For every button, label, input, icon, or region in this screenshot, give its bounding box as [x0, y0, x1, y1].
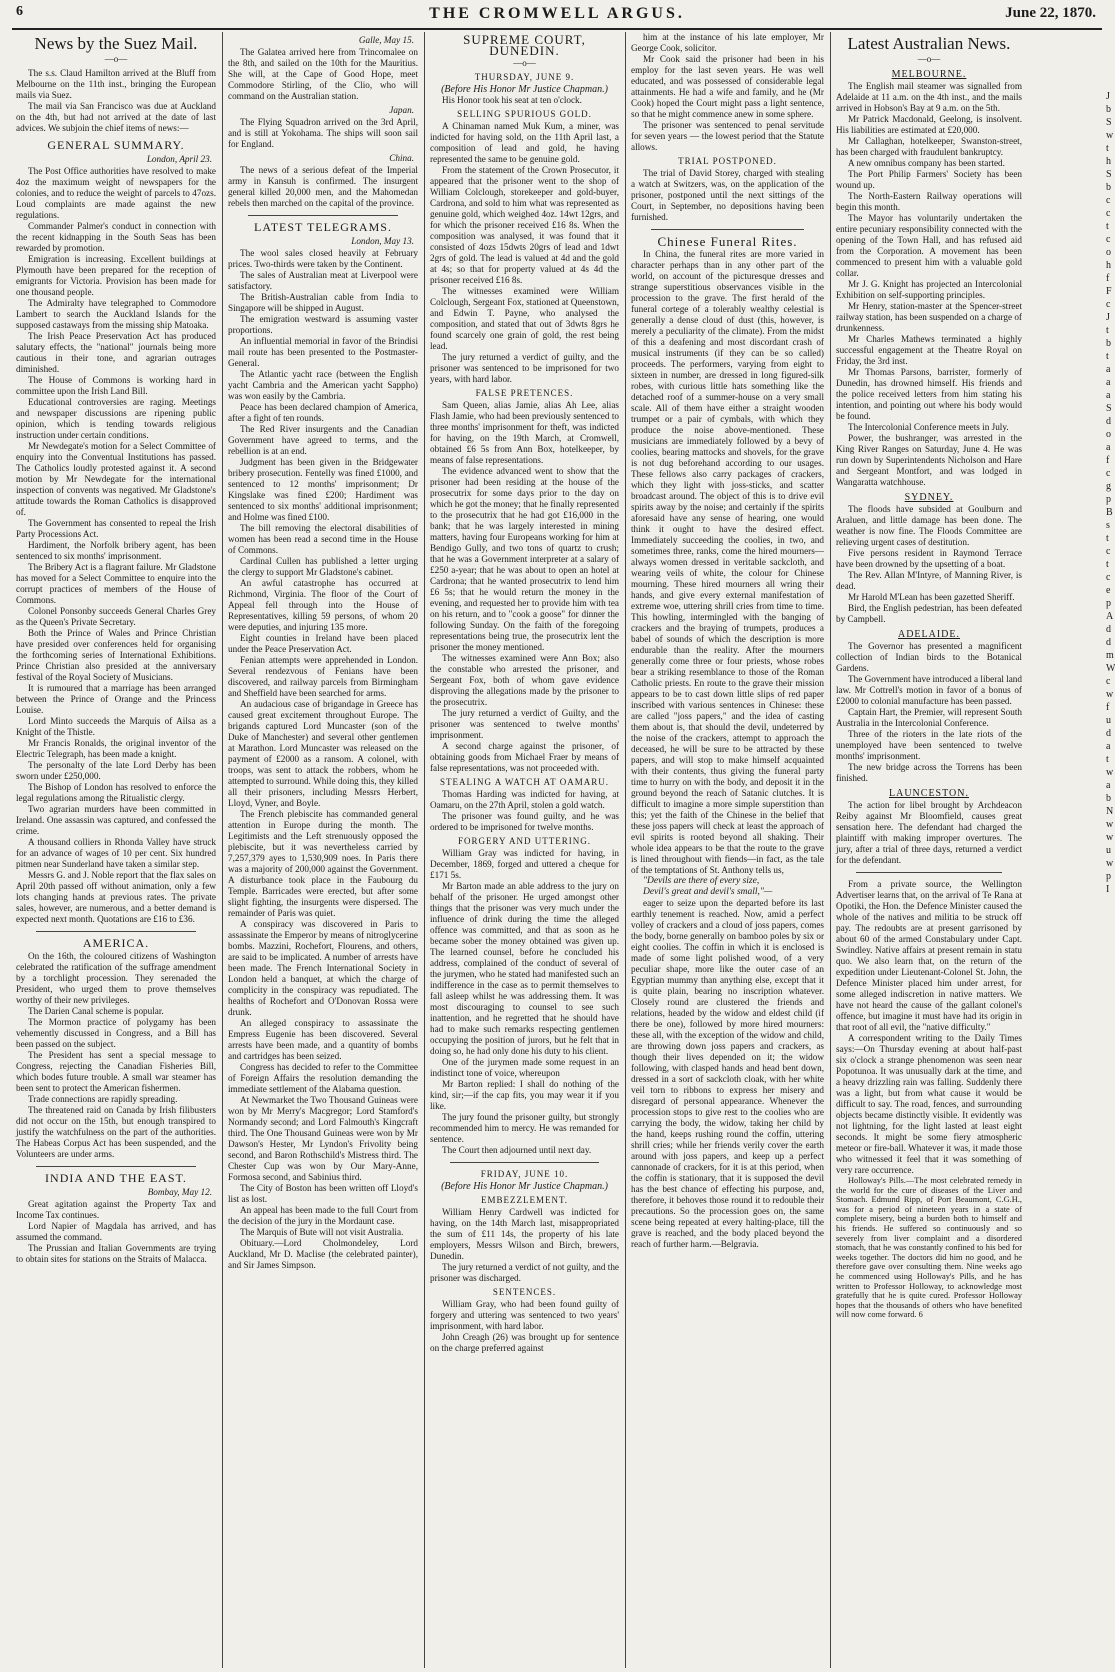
- case-heading: STEALING A WATCH AT OAMARU.: [440, 777, 609, 787]
- paragraph: An audacious case of brigandage in Greece has caused great excitement throughout Europe. The brigands captured Lord Muncaster (son of the Duke of Manchester) and several other gentlemen at Marathon. Lord Muncaster was released on the payment of £2000 as a ransom. A colonel, with troops, was sent to attack the robbers, whom he attempted to surround. While doing this, they killed all their prisoners, including Messrs Herbert, Lloyd, Vyner, and Boyle.: [228, 699, 418, 808]
- edge-letter: t: [1106, 143, 1109, 154]
- court-judge: (Before His Honor Mr Justice Chapman.): [441, 84, 608, 95]
- paragraph: Two agrarian murders have been committed in Ireland. One assassin was captured, and confessed the crime.: [16, 804, 216, 836]
- case-heading: TRIAL POSTPONED.: [678, 156, 777, 166]
- masthead: [12, 2, 1102, 30]
- issue-date: June 22, 1870.: [1005, 5, 1096, 21]
- paragraph: William Gray was indicted for having, in December, 1869, forged and uttered a cheque for £171 5s.: [430, 848, 619, 880]
- edge-letter: d: [1106, 728, 1111, 739]
- paragraph: Obituary.—Lord Cholmondeley, Lord Auckland, Mr D. Maclise (the celebrated painter), and Sir James Simpson.: [228, 1238, 418, 1270]
- article-body: [228, 117, 418, 150]
- paragraph: The witnesses examined were William Colclough, Sergeant Fox, stationed at Queenstown, and Edwin T. Payne, who analysed the composition, and stated that out of 3dwts 8grs he found scarcely one grain of gold, the rest being lead.: [430, 286, 619, 351]
- paragraph: The Intercolonial Conference meets in July.: [848, 422, 1009, 432]
- edge-letter: m: [1106, 650, 1114, 661]
- edge-letter: S: [1106, 117, 1112, 128]
- page-number: 6: [16, 4, 23, 19]
- place-heading: LAUNCESTON.: [889, 788, 969, 799]
- paragraph: Commander Palmer's conduct in connection with the recent kidnapping in the South Seas has been rewarded by promotion.: [16, 221, 216, 253]
- paragraph: A conspiracy was discovered in Paris to assassinate the Emperor by means of nitroglycerine bombs. Mazzini, Rochefort, Flourens, and others, are said to be implicated. A number of arrests have been made. The French International Society in London held a banquet, at which the charge of complicity in the conspiracy was repudiated. The healths of Rochefort and O'Donovan Rossa were drunk.: [228, 919, 418, 1017]
- article-body: [836, 81, 1022, 488]
- paragraph: Lord Napier of Magdala has arrived, and has assumed the command.: [16, 1221, 216, 1242]
- paragraph: The Governor has presented a magnificent collection of Indian birds to the Botanical Gardens.: [836, 641, 1022, 673]
- edge-letter: J: [1106, 91, 1110, 102]
- paragraph: Devil's great and devil's small,"—: [643, 887, 773, 897]
- edge-letter: w: [1106, 689, 1114, 700]
- article-body: [430, 1207, 619, 1284]
- article-body: [631, 32, 824, 153]
- paragraph: The Red River insurgents and the Canadian Government have agreed to terms, and the rebellion is at an end.: [228, 424, 418, 456]
- paragraph: The wool sales closed heavily at February prices. Two-thirds were taken by the Continent.: [228, 248, 418, 269]
- edge-letter: t: [1106, 754, 1109, 765]
- paragraph: Peace has been declared champion of America, after a fight of ten rounds.: [228, 402, 418, 423]
- section-heading: INDIA AND THE EAST.: [45, 1171, 187, 1185]
- article-body: [430, 1299, 619, 1354]
- paragraph: A correspondent writing to the Daily Times says:—On Thursday evening at about half-past six o'clock a strange phenomenon was seen near Popotunoa. It was unusually dark at the time, and a heavy drizzling rain was falling. Suddenly there was a light, but from what cause it would be difficult to say. The road, fences, and surrounding objects became distinctly visible. It evidently was not lightning, for the light lasted at least eight seconds. It might be some fiery atmospheric meteor or fire-ball. Whatever it was, it made those who witnessed it feel that it was something of very rare occurrence.: [836, 1033, 1022, 1175]
- verse: [631, 876, 824, 898]
- paragraph: Mr J. G. Knight has projected an Intercolonial Exhibition on self-supporting principles.: [836, 279, 1022, 300]
- paragraph: The mail via San Francisco was due at Auckland on the 4th, but had not arrived at the date of last advices. We subjoin the chief items of news:—: [16, 101, 216, 133]
- place-heading: MELBOURNE.: [891, 69, 967, 80]
- dateline: Galle, May 15.: [358, 35, 414, 45]
- paragraph: The new bridge across the Torrens has been finished.: [836, 762, 1022, 783]
- edge-letter: c: [1106, 468, 1111, 479]
- paragraph: Lord Minto succeeds the Marquis of Ailsa as a Knight of the Thistle.: [16, 716, 216, 737]
- edge-letter: S: [1106, 403, 1112, 414]
- paragraph: Mr Cook said the prisoner had been in his employ for the last seven years. He was well educated, and was possessed of considerable legal attainments. He had a wife and family, and he (Mr Cook) hoped the Court might pass a light sentence, so that he might commence anew in some sphere.: [631, 54, 824, 119]
- edge-letter: J: [1106, 312, 1110, 323]
- paragraph: An awful catastrophe has occurred at Richmond, Virginia. The floor of the Court of Appeal fell through into the House of Representatives, killing 59 persons, of whom 20 were deputies, and injuring 135 more.: [228, 578, 418, 632]
- edge-letter: b: [1106, 104, 1111, 115]
- edge-letter: f: [1106, 455, 1110, 466]
- article-body: [16, 951, 216, 1160]
- paragraph: The emigration westward is assuming vaster proportions.: [228, 314, 418, 335]
- edge-letter: t: [1106, 559, 1109, 570]
- case-heading: SENTENCES.: [492, 1287, 557, 1297]
- paragraph: The President has sent a special message to Congress, rejecting the Canadian Fisheries Bill, which bodes future trouble. A small war steamer has been sent to protect the American fishermen.: [16, 1050, 216, 1093]
- article-body: [430, 400, 619, 774]
- edge-letter: h: [1106, 260, 1111, 271]
- edge-letter: B: [1106, 507, 1113, 518]
- article-body: [631, 898, 824, 1250]
- paragraph: The jury returned a verdict of Guilty, and the prisoner was sentenced to twelve months' imprisonment.: [430, 708, 619, 740]
- article-body: [631, 249, 824, 876]
- edge-letter: c: [1106, 572, 1111, 583]
- edge-letter: W: [1106, 663, 1115, 674]
- paragraph: The British-Australian cable from India to Singapore will be shipped in August.: [228, 292, 418, 313]
- paragraph: The Flying Squadron arrived on the 3rd April, and is still at Yokohama. The ships will soon sail for England.: [228, 117, 418, 149]
- paragraph: In China, the funeral rites are more varied in character perhaps than in any other part of the world, on account of the picturesque dresses and strange superstitious observances visible in the procession to the grave. The first herald of the funeral cortege of a tolerably wealthy celestial is generally a dense cloud of dust (this, however, is merely a peculiarity of the climate). From the midst of this a deafening and most discordant crash of musical instruments (if they can be so called) proceeds. The performers, varying from eight to sixteen in number, are dressed in long figured-silk robes, with curious little hats something like the detached roof of a summer-house on a very small scale. All of them have either a straight wooden trumpet or a pair of cymbals, with which they produce the noise above-mentioned. These musicians are immediately followed by a bevy of coolies, bearing mattocks and shovels, for the grave is not dug beforehand according to our usages. These fellows also carry packages of crackers, which they light with joss-sticks, and scatter broadcast around. The object of this is to drive evil spirits away by the noise; and certainly if the spirits aforesaid have any sense of hearing, one would think it ought to have the desired effect. Immediately succeeding the coolies, in two, and sometimes three, ranks, come the hired mourners—always women dressed in veritable sackcloth, and wearing veils of white, the colour for Chinese mourning. These hired mourners all wring their hands, and give every external manifestation of extreme woe, uttering shrill cries from time to time. This howling, intermingled with the banging of crackers and the braying of trumpets, produces a babel of sounds of which the description is more endurable than the reality. After the mourners generally come three or four priests, whose robes bear a striking resemblance to those of the Roman Catholic priests. En route to the grave their mission appears to be to cast down little slips of red paper inscribed with various sentences in Chinese: these are called "joss papers," and the idea of casting them about is, that should the devil, undeterred by the noise of the crackers, attempt to approach the deceased, he will be sure to be attracted by these papers, and will stop to make himself acquainted with their contents, thus giving the funeral party time to hurry on with the body, and deposit it in the ground beyond the reach of Satanic clutches. It is difficult to imagine a more simple superstition than this; yet the faith of the Chinese in the belief that these joss papers will check at least the approach of evil spirits is rooted beyond all shaking. Their whole idea appears to be that the route to the grave is lined throughout with fiends—in fact, as the tale of the temptations of St. Anthony tells us,: [631, 249, 824, 875]
- court-day: FRIDAY, JUNE 10.: [480, 1169, 569, 1179]
- article-body: [836, 879, 1022, 1176]
- paragraph: Eight counties in Ireland have been placed under the Peace Preservation Act.: [228, 633, 418, 654]
- advertisement: Holloway's Pills.—The most celebrated remedy in the world for the cure of diseases of the Liver and Stomach. Edmund Ripp, of Port Beaumont, C.G.H., was for a period of nineteen years in a state of complete misery, being a burden both to himself and his friends. He suffered so continuously and so severely from liver complaint and a disordered stomach, that he was constantly confined to his bed for weeks together. The doctors did him no good, and he therefore gave over consulting them. Nine weeks ago he commenced using Holloway's Pills, and he has written to Professor Holloway, to acknowledge most gratefully that he is quite cured. Professor Holloway hopes that the thousands of others who have benefited will now come forward. 6: [836, 1176, 1022, 1320]
- edge-letter: d: [1106, 624, 1111, 635]
- paragraph: Great agitation against the Property Tax and Income Tax continues.: [16, 1199, 216, 1220]
- paragraph: Hardiment, the Norfolk bribery agent, has been sentenced to six months' imprisonment.: [16, 540, 216, 561]
- edge-letter: w: [1106, 858, 1114, 869]
- column-australian-news: Latest Australian News. —o— MELBOURNE. The English mail steamer was signalled from Adelaide at 11 a.m. on the 4th inst., and the mails arrived in Hobson's Bay at 9 a.m. on the 5th. Mr Patrick Macdonald, Geelong, is insolvent. His liabilities are estimated at £20,000. Mr Callaghan, hotelkeeper, Swanston-street, has been charged with fraudulent bankruptcy. A new omnibus company has been started. The Port Philip Farmers' Society has been wound up. The North-Eastern Railway operations will begin this month. The Mayor has voluntarily undertaken the entire pecuniary responsibility connected with the opening of the Town Hall, and has refused aid from the Corporation. A movement has been commenced to present him with a valuable gold collar. Mr J. G. Knight has projected an Intercolonial Exhibition on self-supporting principles. Mr Henry, station-master at the Spencer-street railway station, has been suspended on a charge of drunkenness. Mr Charles Mathews terminated a highly successful engagement at the Theatre Royal on Friday, the 3rd inst. Mr Thomas Parsons, barrister, formerly of Dunedin, has drowned himself. His friends and the police received letters from him stating his intention, and pointing out where his body would be found. The Intercolonial Conference meets in July. Power, the bushranger, was arrested in the King River Ranges on Saturday, June 4. He was run down by Superintendents Nicholson and Hare and Sergeant Montfort, and was lodged in Wangaratta watchhouse. SYDNEY. The floods have subsided at Goulburn and Araluen, and little damage has been done. The weather is now fine. The Floods Committee are relieving urgent cases of destitution. Five persons resident in Raymond Terrace have been drowned by the upsetting of a boat. The Rev. Allan M'Intyre, of Manning River, is dead. Mr Harold M'Lean has been gazetted Sheriff. Bird, the English pedestrian, has been defeated by Campbell. ADELAIDE. The Governor has presented a magnificent collection of Indian birds to the Botanical Gardens. The Government have introduced a liberal land law. Mr Cottrell's motion in favor of a bonus of £2000 to colonial manufacture has been passed. Captain Hart, the Premier, will represent South Australia in the Intercolonial Conference. Three of the rioters in the late riots of the unemployed have been sentenced to twelve months' imprisonment. The new bridge across the Torrens has been finished. LAUNCESTON. The action for libel brought by Archdeacon Reiby against Mr Bloomfield, causes great sensation here. The defendant had charged the plaintiff with making improper overtures. The jury, after a trial of three days, returned a verdict for the defendant. From a private source, the Wellington Advertiser learns that, on the arrival of Te Rana at Opotiki, the Hon. the Defence Minister caused the whole of the natives and militia to be struck off pay. The redoubts are at present garrisoned by about 60 of the armed Constabulary under Capt. Swindley. Native affairs at present remain in statu quo. We also learn that, on the return of the expedition under Lieutenant-Colonel St. John, the Defence Minister placed him under arrest, for some alleged indiscretion in native matters. We have not heard the cause of the gallant colonel's offence, but imagine it must have had its origin in that root of all evil, the "native difficulty." A correspondent writing to the Daily Times says:—On Thursday evening at about half-past six o'clock a strange phenomenon was seen near Popotunoa. It was unusually dark at the time, and a heavy drizzling rain was falling. Suddenly there was a light, but from what cause it would be difficult to say. The road, fences, and surrounding objects became distinctly visible. It evidently was not lightning, for the light lasted at least eight seconds. It might be some fiery atmospheric meteor or fire-ball. Whatever it was, it made those who witnessed it feel that it was something of very rare occurrence. Holloway's Pills.—The most celebrated remedy in the world for the cure of diseases of the Liver and Stomach. Edmund Ripp, of Port Beaumont, C.G.H., was for a period of nineteen years in a state of complete misery, being a burden both to himself and his friends. He suffered so continuously and so severely from liver complaint and a disordered stomach, that he was constantly confined to his bed for weeks together. The doctors did him no good, and he therefore gave over consulting them. Nine weeks ago he commenced using Holloway's Pills, and he has written to Professor Holloway, to acknowledge most gratefully that he is quite cured. Professor Holloway hopes that the thousands of others who have benefited will now come forward. 6: [836, 34, 1022, 1320]
- edge-letter: u: [1106, 845, 1111, 856]
- edge-letter: t: [1106, 351, 1109, 362]
- cropped-edge-letters: [1106, 90, 1114, 896]
- paragraph: Mr Francis Ronalds, the original inventor of the Electric Telegraph, has been made a knight.: [16, 738, 216, 759]
- column-funeral-rites: [631, 32, 824, 1668]
- dateline: Japan.: [389, 105, 414, 115]
- paragraph: Trade connections are rapidly spreading.: [28, 1094, 178, 1104]
- dateline: London, April 23.: [146, 154, 212, 164]
- paragraph: The action for libel brought by Archdeacon Reiby against Mr Bloomfield, causes great sensation here. The defendant had charged the plaintiff with making improper overtures. The jury, after a trial of three days, returned a verdict for the defendant.: [836, 800, 1022, 865]
- article-body: [228, 248, 418, 1271]
- article-body: [16, 68, 216, 134]
- edge-letter: w: [1106, 130, 1114, 141]
- paragraph: The Irish Peace Preservation Act has produced salutary effects, the "national" journals being more cautious in their tone, and agrarian outrages diminished.: [16, 331, 216, 374]
- paragraph: Mr Charles Mathews terminated a highly successful engagement at the Theatre Royal on Friday, the 3rd inst.: [836, 334, 1022, 366]
- paragraph: Bird, the English pedestrian, has been defeated by Campbell.: [836, 603, 1022, 624]
- paragraph: On the 16th, the coloured citizens of Washington celebrated the ratification of the suffrage amendment by a torchlight procession. They serenaded the President, who urged them to prove themselves worthy of their new privileges.: [16, 951, 216, 1005]
- paragraph: The witnesses examined were Ann Box; also the constable who arrested the prisoner, and Sergeant Fox, both of whom gave evidence disproving the allegations made by the prisoner to the prosecutrix.: [430, 653, 619, 707]
- column-rule: [424, 32, 425, 1668]
- case-heading: EMBEZZLEMENT.: [480, 1195, 569, 1205]
- dateline: China.: [389, 153, 414, 163]
- article-body: [631, 168, 824, 223]
- column-supreme-court: SUPREME COURT, DUNEDIN. —o— THURSDAY, JUNE 9. (Before His Honor Mr Justice Chapman.) His Honor took his seat at ten o'clock. SELLING SPURIOUS GOLD. A Chinaman named Muk Kum, a miner, was indicted for having sold, on the 11th April last, a composition of lead and gold, he having represented the same to be genuine gold. From the statement of the Crown Prosecutor, it appeared that the prisoner went to the shop of William Colclough, storekeeper and gold-buyer, Cardrona, and sold to him what was represented as genuine gold, which weighed 4oz. 14wt 12grs, and for which the prisoner received £16 8s. When the composition was analysed, it was found that it consisted of 4ozs 15dwts 20grs of lead and 1dwt 2grs of gold. The lead is valued at 4d and the gold at 4s; so that for property valued at 4s 4d the prisoner received £16 8s. The witnesses examined were William Colclough, Sergeant Fox, stationed at Queenstown, and Edwin T. Payne, who analysed the composition, and stated that out of 3dwts 8grs he found scarcely one grain of gold, the rest being lead. The jury returned a verdict of guilty, and the prisoner was sentenced to be imprisoned for two years, with hard labor. FALSE PRETENCES. Sam Queen, alias Jamie, alias Ah Lee, alias Flash Jamie, who had been previously sentenced to three months' imprisonment for theft, was indicted for having, on the 19th March, at Cromwell, obtained £6 5s from Ann Box, hotelkeeper, by means of false representations. The evidence advanced went to show that the prisoner had been residing at the house of the prosecutrix for some days prior to the day on which he got the money; that he finally represented to the prosecutrix that he had got £16,000 in the bank; that he was largely interested in mining matters, having four Europeans working for him at Bendigo Gully, and two tons of quartz to crush; that he was a Government interpreter at a salary of £250 a-year; that he was about to open an hotel at Cardrona; that he wanted prosecutrix to lend him £6 5s; that he would return the money in the evening, and requested her to provide him with tea on his return, and to "cook a goose" for dinner the following Sunday. On the faith of the foregoing representations being true, the prosecutrix lent the prisoner the money mentioned. The witnesses examined were Ann Box; also the constable who arrested the prisoner, and Sergeant Fox, both of whom gave evidence disproving the allegations made by the prisoner to the prosecutrix. The jury returned a verdict of Guilty, and the prisoner was sentenced to twelve months' imprisonment. A second charge against the prisoner, of obtaining goods from Michael Fraer by means of false representations, was not proceeded with. STEALING A WATCH AT OAMARU. Thomas Harding was indicted for having, at Oamaru, on the 27th April, stolen a gold watch. The prisoner was found guilty, and he was ordered to be imprisoned for twelve months. FORGERY AND UTTERING. William Gray was indicted for having, in December, 1869, forged and uttered a cheque for £171 5s. Mr Barton made an able address to the jury on behalf of the prisoner. He urged amongst other things that the prisoner was very much under the influence of drink during the time the alleged offence was committed, and that as soon as he became sober the money obtained was given up. The learned counsel, before he concluded his address, complained of the conduct of several of the jurymen, who he stated had manifested such an indifference in the case as to permit themselves to fall asleep whilst he was addressing them. It was most discouraging to counsel to see such inattention, and he regretted that he should have had to make such remarks respecting gentlemen occupying the position of jurors, but he felt that in doing so, he had only done his duty to his client. One of the jurymen made some request in an indistinct tone of voice, whereupon Mr Barton replied: I shall do nothing of the kind, sir;—if the cap fits, you may wear it if you like. The jury found the prisoner guilty, but strongly recommended him to mercy. He was remanded for sentence. The Court then adjourned until next day. FRIDAY, JUNE 10. (Before His Honor Mr Justice Chapman.) EMBEZZLEMENT. William Henry Cardwell was indicted for having, on the 14th March last, misappropriated the sum of £11 14s, the property of his late employers, Messrs Wilson and Birch, brewers, Dunedin. The jury returned a verdict of not guilty, and the prisoner was discharged. SENTENCES. William Gray, who had been found guilty of forgery and uttering was sentenced to two years' imprisonment, with hard labor. John Creagh (26) was brought up for sentence on the charge preferred against: [430, 32, 619, 1353]
- paragraph: The Post Office authorities have resolved to make 4oz the maximum weight of newspapers for the colonies, and to reduce the weight of parcels to 47ozs. Loud complaints are made against the new regulations.: [16, 166, 216, 220]
- edge-letter: w: [1106, 767, 1114, 778]
- paragraph: The Bishop of London has resolved to enforce the legal regulations among the Ritualistic clergy.: [16, 782, 216, 803]
- paragraph: The prisoner was found guilty, and he was ordered to be imprisoned for twelve months.: [430, 811, 619, 832]
- paragraph: Mr Thomas Parsons, barrister, formerly of Dunedin, has drowned himself. His friends and the police received letters from him stating his intention, and pointing out where his body would be found.: [836, 367, 1022, 421]
- dateline: London, May 13.: [351, 236, 414, 246]
- paragraph: Both the Prince of Wales and Prince Christian have presided over conferences held for organising the forthcoming series of International Exhibitions. Prince Christian also presided at the anniversary festival of the Royal Society of Musicians.: [16, 628, 216, 682]
- paragraph: The floods have subsided at Goulburn and Araluen, and little damage has been done. The weather is now fine. The Floods Committee are relieving urgent cases of destitution.: [836, 504, 1022, 547]
- paragraph: eager to seize upon the departed before its last earthly tenement is reached. Now, amid a perfect volley of crackers and a cloud of joss papers, comes the body, borne generally on bamboo poles by six or eight coolies. The coffin in which it is enclosed is made of some light polished wood, of a very peculiar shape, more like the outer case of an Egyptian mummy than anything else, except that it is quite plain, bearing no inscription whatever. Closely round are clustered the friends and relations, headed by the widow and eldest child (if there be one), followed by more hired mourners: these all, with the exception of the widow and child, are throwing down joss papers and crackers, as though their lives depended on it; the widow following, with clasped hands and head bent down, dressed in a sort of sackcloth cloak, with her white veil torn to ribbons to express her misery and disregard of personal appearance. Whenever the procession stops to give rest to the coolies who are carrying the body, the widow, taking her child by the hand, keeps rushing round the coffin, uttering shrill cries; while her friends verily cover the earth around with joss papers, and keep up a perfect cannonade of crackers, for it is at this period, when the coffin is stationary, that it is supposed the devil has the best chance of effecting his purpose, and, therefore, it behoves those round it to redouble their precautions. So the procession goes on, the same scene being repeated at every halting-place, till the grave is reached, and the body placed beyond the reach of further harm.—Belgravia.: [631, 898, 824, 1249]
- paragraph: From a private source, the Wellington Advertiser learns that, on the arrival of Te Rana at Opotiki, the Hon. the Defence Minister caused the whole of the natives and militia to be struck off pay. The redoubts are at present garrisoned by about 60 of the armed Constabulary under Capt. Swindley. Native affairs at present remain in statu quo. We also learn that, on the return of the expedition under Lieutenant-Colonel St. John, the Defence Minister placed him under arrest, for some alleged indiscretion in native matters. We have not heard the cause of the gallant colonel's offence, but imagine it must have had its origin in that root of all evil, the "native difficulty.": [836, 879, 1022, 1032]
- paragraph: The Government have introduced a liberal land law. Mr Cottrell's motion in favor of a bonus of £2000 to colonial manufacture has been passed.: [836, 674, 1022, 706]
- paragraph: The threatened raid on Canada by Irish filibusters did not occur on the 15th, but enough transpired to justify the watchfulness on the part of the authorities. The Habeas Corpus Act has been suspended, and the Volunteers are under arms.: [16, 1105, 216, 1159]
- paragraph: Educational controversies are raging. Meetings and newspaper discussions are ripening public opinion, which is tending towards religious instruction under certain conditions.: [16, 397, 216, 440]
- edge-letter: b: [1106, 793, 1111, 804]
- edge-letter: A: [1106, 611, 1114, 622]
- paragraph: The Mayor has voluntarily undertaken the entire pecuniary responsibility connected with the opening of the Town Hall, and has refused aid from the Corporation. A movement has been commenced to present him with a valuable gold collar.: [836, 213, 1022, 278]
- paragraph: Thomas Harding was indicted for having, at Oamaru, on the 27th April, stolen a gold watch.: [430, 789, 619, 810]
- edge-letter: u: [1106, 715, 1111, 726]
- paragraph: The personalty of the late Lord Derby has been sworn under £250,000.: [16, 760, 216, 781]
- edge-letter: b: [1106, 338, 1111, 349]
- paragraph: Fenian attempts were apprehended in London. Several rendezvous of Fenians have been discovered, and railway parcels from Birmingham and Sheffield have been searched for arms.: [228, 655, 418, 698]
- edge-letter: c: [1106, 676, 1111, 687]
- edge-letter: a: [1106, 364, 1111, 375]
- edge-letter: c: [1106, 546, 1111, 557]
- paragraph: The Government has consented to repeal the Irish Party Processions Act.: [16, 518, 216, 539]
- case-heading: FORGERY AND UTTERING.: [458, 836, 591, 846]
- edge-letter: p: [1106, 598, 1111, 609]
- edge-letter: o: [1106, 429, 1111, 440]
- edge-letter: a: [1106, 780, 1111, 791]
- paragraph: The Court then adjourned until next day.: [442, 1145, 592, 1155]
- edge-letter: b: [1106, 182, 1111, 193]
- edge-letter: F: [1106, 286, 1112, 297]
- paragraph: Mr Barton replied: I shall do nothing of the kind, sir;—if the cap fits, you may wear it if you like.: [430, 1079, 619, 1111]
- case-heading: SELLING SPURIOUS GOLD.: [457, 109, 592, 119]
- article-heading: Latest Australian News.: [847, 34, 1011, 53]
- edge-letter: t: [1106, 325, 1109, 336]
- edge-letter: a: [1106, 377, 1111, 388]
- paragraph: His Honor took his seat at ten o'clock.: [442, 95, 582, 105]
- article-body: [430, 121, 619, 385]
- paragraph: A thousand colliers in Rhonda Valley have struck for an advance of wages of 10 per cent. Six hundred pitmen near Sunderland have taken a similar step.: [16, 837, 216, 869]
- edge-letter: N: [1106, 806, 1114, 817]
- edge-letter: d: [1106, 637, 1111, 648]
- paragraph: The House of Commons is working hard in committee upon the Irish Land Bill.: [16, 375, 216, 396]
- article-body: [430, 789, 619, 833]
- paragraph: From the statement of the Crown Prosecutor, it appeared that the prisoner went to the shop of William Colclough, storekeeper and gold-buyer, Cardrona, and sold to him what was represented as genuine gold, which weighed 4oz. 14wt 12grs, and for which the prisoner received £16 8s. When the composition was analysed, it was found that it consisted of 4ozs 15dwts 20grs of lead and 1dwt 2grs of gold. The lead is valued at 4d and the gold at 4s; so that for property valued at 4s 4d the prisoner received £16 8s.: [430, 165, 619, 285]
- paragraph: The City of Boston has been written off Lloyd's list as lost.: [228, 1183, 418, 1204]
- article-body: [836, 641, 1022, 784]
- paragraph: Judgment has been given in the Bridgewater bribery prosecution. Fentelly was fined £1000, and sentenced to 12 months' imprisonment; Dr Kingslake was fined £200; Hardiment was sentenced to six months' additional imprisonment; and Holme was fined £100.: [228, 457, 418, 522]
- edge-letter: d: [1106, 416, 1111, 427]
- paragraph: Mr Henry, station-master at the Spencer-street railway station, has been suspended on a charge of drunkenness.: [836, 301, 1022, 333]
- paragraph: Mr Harold M'Lean has been gazetted Sheriff.: [848, 592, 1015, 602]
- edge-letter: S: [1106, 169, 1112, 180]
- paragraph: Captain Hart, the Premier, will represent South Australia in the Intercolonial Conference.: [836, 707, 1022, 728]
- paragraph: The jury found the prisoner guilty, but strongly recommended him to mercy. He was remanded for sentence.: [430, 1112, 619, 1144]
- place-heading: SYDNEY.: [904, 492, 954, 503]
- paragraph: John Creagh (26) was brought up for sentence on the charge preferred against: [430, 1332, 619, 1353]
- paragraph: A Chinaman named Muk Kum, a miner, was indicted for having sold, on the 11th April last, a composition of lead and gold, he having represented the same to be genuine gold.: [430, 121, 619, 164]
- paragraph: It is rumoured that a marriage has been arranged between the Prince of Orange and the Princess Louise.: [16, 683, 216, 715]
- paragraph: Colonel Ponsonby succeeds General Charles Grey as the Queen's Private Secretary.: [16, 606, 216, 627]
- edge-letter: f: [1106, 702, 1110, 713]
- paragraph: William Gray, who had been found guilty of forgery and uttering was sentenced to two years' imprisonment, with hard labor.: [430, 1299, 619, 1331]
- section-heading: GENERAL SUMMARY.: [47, 138, 185, 152]
- paragraph: The Prussian and Italian Governments are trying to obtain sites for stations on the Straits of Malacca.: [16, 1243, 216, 1264]
- edge-letter: c: [1106, 234, 1111, 245]
- column-rule: [222, 32, 223, 1668]
- paragraph: William Henry Cardwell was indicted for having, on the 14th March last, misappropriated the sum of £11 14s, the property of his late employers, Messrs Wilson and Birch, brewers, Dunedin.: [430, 1207, 619, 1261]
- section-heading: AMERICA.: [82, 936, 150, 950]
- paragraph: The English mail steamer was signalled from Adelaide at 11 a.m. on the 4th inst., and the mails arrived in Hobson's Bay at 9 a.m. on the 5th.: [836, 81, 1022, 113]
- place-heading: ADELAIDE.: [897, 629, 961, 640]
- edge-letter: t: [1106, 533, 1109, 544]
- article-body: [16, 1199, 216, 1265]
- column-rule: [625, 32, 626, 1668]
- case-heading: FALSE PRETENCES.: [475, 388, 574, 398]
- court-judge: (Before His Honor Mr Justice Chapman.): [441, 1181, 608, 1192]
- edge-letter: f: [1106, 273, 1110, 284]
- paragraph: Five persons resident in Raymond Terrace have been drowned by the upsetting of a boat.: [836, 548, 1022, 569]
- paragraph: Congress has decided to refer to the Committee of Foreign Affairs the resolution demanding the immediate settlement of the Alabama question.: [228, 1062, 418, 1094]
- paragraph: Messrs G. and J. Noble report that the flax sales on April 20th passed off without animation, only a few lots changing hands at previous rates. The private sales, however, are numerous, and a better demand is expected next month. Quotations are £16 to £36.: [16, 870, 216, 924]
- paragraph: The sales of Australian meat at Liverpool were satisfactory.: [228, 270, 418, 291]
- article-body: [430, 848, 619, 1156]
- article-heading: News by the Suez Mail.: [34, 34, 198, 53]
- paragraph: Power, the bushranger, was arrested in the King River Ranges on Saturday, June 4. He was run down by Superintendents Nicholson and Hare and Sergeant Montfort, and was lodged in Wangaratta watchhouse.: [836, 433, 1022, 487]
- article-body: [16, 166, 216, 925]
- paragraph: "Devils are there of every size,: [643, 876, 760, 886]
- paragraph: Cardinal Cullen has published a letter urging the clergy to support Mr Gladstone's cabinet.: [228, 556, 418, 577]
- article-heading: SUPREME COURT, DUNEDIN.: [463, 32, 586, 58]
- paragraph: A new omnibus company has been started.: [848, 158, 1005, 168]
- paragraph: Three of the rioters in the late riots of the unemployed have been sentenced to twelve months' imprisonment.: [836, 729, 1022, 761]
- paragraph: The North-Eastern Railway operations will begin this month.: [836, 191, 1022, 212]
- paragraph: The Mormon practice of polygamy has been vehemently discussed in Congress, and a Bill has been passed on the subject.: [16, 1017, 216, 1049]
- paragraph: One of the jurymen made some request in an indistinct tone of voice, whereupon: [430, 1057, 619, 1078]
- edge-letter: s: [1106, 520, 1110, 531]
- paragraph: The jury returned a verdict of not guilty, and the prisoner was discharged.: [430, 1262, 619, 1283]
- article-body: [836, 504, 1022, 625]
- edge-letter: h: [1106, 156, 1111, 167]
- paragraph: The Atlantic yacht race (between the English yacht Cambria and the American yacht Sappho) was won easily by the Cambria.: [228, 369, 418, 401]
- edge-letter: w: [1106, 819, 1114, 830]
- paragraph: An influential memorial in favor of the Brindisi mail route has been presented to the Postmaster-General.: [228, 336, 418, 368]
- column-rule: [830, 32, 831, 1668]
- paragraph: The news of a serious defeat of the Imperial army in Kansuh is confirmed. The insurgent general killed 20,000 men, and the Mahomedan rebels then marched on the capital of the province.: [228, 165, 418, 208]
- paragraph: The bill removing the electoral disabilities of women has been read a second time in the House of Commons.: [228, 523, 418, 555]
- paragraph: The Bribery Act is a flagrant failure. Mr Gladstone has moved for a Select Committee to enquire into the corrupt practices of members of the House of Commons.: [16, 562, 216, 605]
- paragraph: The Galatea arrived here from Trincomalee on the 8th, and sailed on the 10th for the Mauritius. She will, at the Cape of Good Hope, meet Commodore Stirling, of the Clio, who will command on the Australian station.: [228, 47, 418, 101]
- edge-letter: p: [1106, 871, 1111, 882]
- paragraph: The s.s. Claud Hamilton arrived at the Bluff from Melbourne on the 11th inst., bringing the European mails via Suez.: [16, 68, 216, 100]
- edge-letter: g: [1106, 481, 1111, 492]
- edge-letter: p: [1106, 494, 1111, 505]
- dateline: Bombay, May 12.: [147, 1187, 212, 1197]
- article-heading: Chinese Funeral Rites.: [657, 234, 798, 249]
- column-telegrams: [228, 32, 418, 1668]
- paragraph: The Darien Canal scheme is popular.: [28, 1006, 164, 1016]
- paragraph: Sam Queen, alias Jamie, alias Ah Lee, alias Flash Jamie, who had been previously sentenced to three months' imprisonment for theft, was indicted for having, on the 19th March, at Cromwell, obtained £6 5s from Ann Box, hotelkeeper, by means of false representations.: [430, 400, 619, 465]
- paragraph: The trial of David Storey, charged with stealing a watch at Switzers, was, on the application of the prisoner, postponed until the next sittings of the Court, in September, no depositions having been furnished.: [631, 168, 824, 222]
- article-body: [228, 47, 418, 102]
- paragraph: Mr Callaghan, hotelkeeper, Swanston-street, has been charged with fraudulent bankruptcy.: [836, 136, 1022, 157]
- section-heading: LATEST TELEGRAMS.: [254, 220, 392, 234]
- edge-letter: o: [1106, 247, 1111, 258]
- article-body: [836, 800, 1022, 866]
- edge-letter: c: [1106, 208, 1111, 219]
- edge-letter: I: [1106, 884, 1110, 895]
- paragraph: The evidence advanced went to show that the prisoner had been residing at the house of the prosecutrix for some days prior to the day on which he got the money; that he finally represented to the prosecutrix that he had got £16,000 in the bank; that he was largely interested in mining matters, having four Europeans working for him at Bendigo Gully, and two tons of quartz to crush; that he was a Government interpreter at a salary of £250 a-year; that he was about to open an hotel at Cardrona; that he wanted prosecutrix to lend him £6 5s; that he would return the money in the evening, and requested her to provide him with tea on his return, and to "cook a goose" for dinner the following Sunday. On the faith of the foregoing representations being true, the prosecutrix lent the prisoner the money mentioned.: [430, 466, 619, 652]
- paragraph: Mr Patrick Macdonald, Geelong, is insolvent. His liabilities are estimated at £20,000.: [836, 114, 1022, 135]
- paragraph: At Newmarket the Two Thousand Guineas were won by Mr Merry's Macgregor; Lord Stamford's Normandy second; and Lord Falmouth's Kingcraft third. The One Thousand Guineas were won by Mr Dawson's Hester, Mr Lyndon's Frivolity being second, and Baron Rothschild's Mistress third. The Chester Cup was won by Our Mary-Anne, Formosa second, and Sabinius third.: [228, 1095, 418, 1182]
- paragraph: Mr Newdegate's motion for a Select Committee of enquiry into the Conventual Institutions has passed. The Catholics loudly protested against it. A second motion by Mr Newdegate for the international inspection of convents was negatived. Mr Gladstone's attitude towards the Roman Catholics is disapproved of.: [16, 441, 216, 517]
- edge-letter: c: [1106, 299, 1111, 310]
- paragraph: An alleged conspiracy to assassinate the Empress Eugenie has been discovered. Several arrests have been made, and a quantity of bombs and cartridges has been seized.: [228, 1018, 418, 1061]
- edge-letter: a: [1106, 390, 1111, 401]
- paragraph: The Port Philip Farmers' Society has been wound up.: [836, 169, 1022, 190]
- edge-letter: a: [1106, 442, 1111, 453]
- paragraph: The Admiralty have telegraphed to Commodore Lambert to search the Auckland Islands for the supposed castaways from the missing ship Matoaka.: [16, 298, 216, 330]
- paragraph: The French plebiscite has commanded general attention in Europe during the month. The Legitimists and the Left strenuously opposed the plebiscite, but it was nevertheless carried by 7,257,379 ayes to 1,530,909 noes. In Paris there was a majority of 200,000 against the Government. A disturbance took place in the Faubourg du Temple. Barricades were erected, but after some slight fighting, the insurgents were dispersed. The remainder of Paris was quiet.: [228, 809, 418, 918]
- court-day: THURSDAY, JUNE 9.: [474, 72, 575, 82]
- paragraph: The Marquis of Bute will not visit Australia.: [240, 1227, 404, 1237]
- paragraph: The prisoner was sentenced to penal servitude for seven years — the lowest period that the Statute allows.: [631, 120, 824, 152]
- edge-letter: a: [1106, 741, 1111, 752]
- edge-letter: w: [1106, 832, 1114, 843]
- column-suez-mail: News by the Suez Mail. —o— The s.s. Claud Hamilton arrived at the Bluff from Melbourne on the 11th inst., bringing the European mails via Suez. The mail via San Francisco was due at Auckland on the 4th, but had not arrived at the date of last advices. We subjoin the chief items of news:— GENERAL SUMMARY. London, April 23. The Post Office authorities have resolved to make 4oz the maximum weight of newspapers for the colonies, and to reduce the weight of parcels to 47ozs. Loud complaints are made against the new regulations. Commander Palmer's conduct in connection with the recent kidnapping in the South Seas has been rewarded by promotion. Emigration is increasing. Excellent buildings at Plymouth have been prepared for the reception of emigrants for Victoria. Provision has been made for one thousand people. The Admiralty have telegraphed to Commodore Lambert to search the Auckland Islands for the supposed castaways from the missing ship Matoaka. The Irish Peace Preservation Act has produced salutary effects, the "national" journals being more cautious in their tone, and agrarian outrages diminished. The House of Commons is working hard in committee upon the Irish Land Bill. Educational controversies are raging. Meetings and newspaper discussions are ripening public opinion, which is tending towards religious instruction under certain conditions. Mr Newdegate's motion for a Select Committee of enquiry into the Conventual Institutions has passed. The Catholics loudly protested against it. A second motion by Mr Newdegate for the international inspection of convents was negatived. Mr Gladstone's attitude towards the Roman Catholics is disapproved of. The Government has consented to repeal the Irish Party Processions Act. Hardiment, the Norfolk bribery agent, has been sentenced to six months' imprisonment. The Bribery Act is a flagrant failure. Mr Gladstone has moved for a Select Committee to enquire into the corrupt practices of members of the House of Commons. Colonel Ponsonby succeeds General Charles Grey as the Queen's Private Secretary. Both the Prince of Wales and Prince Christian have presided over conferences held for organising the forthcoming series of International Exhibitions. Prince Christian also presided at the anniversary festival of the Royal Society of Musicians. It is rumoured that a marriage has been arranged between the Prince of Orange and the Princess Louise. Lord Minto succeeds the Marquis of Ailsa as a Knight of the Thistle. Mr Francis Ronalds, the original inventor of the Electric Telegraph, has been made a knight. The personalty of the late Lord Derby has been sworn under £250,000. The Bishop of London has resolved to enforce the legal regulations among the Ritualistic clergy. Two agrarian murders have been committed in Ireland. One assassin was captured, and confessed the crime. A thousand colliers in Rhonda Valley have struck for an advance of wages of 10 per cent. Six hundred pitmen near Sunderland have taken a similar step. Messrs G. and J. Noble report that the flax sales on April 20th passed off without animation, only a few lots changing hands at previous rates. The private sales, however, are numerous, and a better demand is expected next month. Quotations are £16 to £36. AMERICA. On the 16th, the coloured citizens of Washington celebrated the ratification of the suffrage amendment by a torchlight procession. They serenaded the President, who urged them to prove themselves worthy of their new privileges. The Darien Canal scheme is popular. The Mormon practice of polygamy has been vehemently discussed in Congress, and a Bill has been passed on the subject. The President has sent a special message to Congress, rejecting the Canadian Fisheries Bill, which bodes future trouble. A small war steamer has been sent to protect the American fishermen. Trade connections are rapidly spreading. The threatened raid on Canada by Irish filibusters did not occur on the 15th, but enough transpired to justify the watchfulness on the part of the authorities. The Habeas Corpus Act has been suspended, and the Volunteers are under arms. INDIA AND THE EAST. Bombay, May 12. Great agitation against the Property Tax and Income Tax continues. Lord Napier of Magdala has arrived, and has assumed the command. The Prussian and Italian Governments are trying to obtain sites for stations on the Straits of Malacca.: [16, 34, 216, 1264]
- paragraph: The Rev. Allan M'Intyre, of Manning River, is dead.: [836, 570, 1022, 591]
- paragraph: A second charge against the prisoner, of obtaining goods from Michael Fraer by means of false representations, was not proceeded with.: [430, 741, 619, 773]
- newspaper-title: THE CROMWELL ARGUS.: [429, 5, 685, 22]
- edge-letter: e: [1106, 585, 1111, 596]
- article-body: [228, 165, 418, 209]
- edge-letter: c: [1106, 195, 1111, 206]
- paragraph: The jury returned a verdict of guilty, and the prisoner was sentenced to be imprisoned for two years, with hard labor.: [430, 352, 619, 384]
- edge-letter: t: [1106, 221, 1109, 232]
- paragraph: him at the instance of his late employer, Mr George Cook, solicitor.: [631, 32, 824, 53]
- paragraph: Mr Barton made an able address to the jury on behalf of the prisoner. He urged amongst other things that the prisoner was very much under the influence of drink during the time the alleged offence was committed, and that as soon as he became sober the money obtained was given up. The learned counsel, before he concluded his address, complained of the conduct of several of the jurymen, who he stated had manifested such an indifference in the case as to permit themselves to fall asleep whilst he was addressing them. It was most discouraging to counsel to see such inattention, and he regretted that he should have had to make such remarks respecting gentlemen occupying the position of jurors, but he felt that in doing so, he had only done his duty to his client.: [430, 881, 619, 1056]
- paragraph: Emigration is increasing. Excellent buildings at Plymouth have been prepared for the reception of emigrants for Victoria. Provision has been made for one thousand people.: [16, 254, 216, 297]
- paragraph: An appeal has been made to the full Court from the decision of the jury in the Mordaunt case.: [228, 1205, 418, 1226]
